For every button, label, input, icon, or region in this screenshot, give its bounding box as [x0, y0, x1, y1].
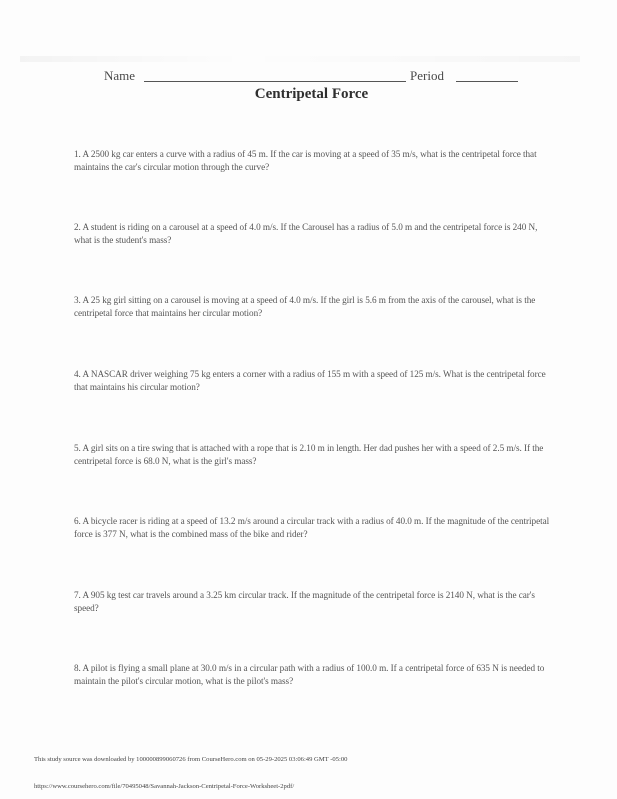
name-period-header [104, 68, 534, 88]
worksheet-title: Centripetal Force [254, 86, 369, 102]
question-8: 8. A pilot is flying a small plane at 30.0 m/s in a circular path with a radius of 100.0 m. If a centripetal force of 635 N is needed to maintain the pilot's circular motion, what is the pilot's mass? [74, 663, 545, 686]
source-url-line: https://www.coursehero.com/file/70495048/Savannah-Jackson-Centripetal-Force-Worksheet-2pdf/ [34, 783, 295, 790]
name-blank-line [144, 81, 406, 82]
question-6: 6. A bicycle racer is riding at a speed of 13.2 m/s around a circular track with a radius of 40.0 m. If the magnitude of the centripetal force is 377 N, what is the combined mass of the bike and rider? [74, 516, 550, 539]
scan-artifact [20, 56, 580, 62]
question-1: 1. A 2500 kg car enters a curve with a radius of 45 m. If the car is moving at a speed of 35 m/s, what is the centripetal force that maintains the car's circular motion through the curve? [74, 149, 537, 172]
download-source-line: This study source was downloaded by 100000899060726 from CourseHero.com on 05-29-2025 03:06:49 GMT -05:00 [34, 756, 348, 763]
question-3: 3. A 25 kg girl sitting on a carousel is moving at a speed of 4.0 m/s. If the girl is 5.6 m from the axis of the carousel, what is the centripetal force that maintains her circular motion? [74, 295, 536, 318]
question-5: 5. A girl sits on a tire swing that is attached with a rope that is 2.10 m in length. Her dad pushes her with a speed of 2.5 m/s. If the centripetal force is 68.0 N, what is the girl's mass? [74, 443, 544, 466]
question-2: 2. A student is riding on a carousel at a speed of 4.0 m/s. If the Carousel has a radius of 5.0 m and the centripetal force is 240 N, what is the student's mass? [74, 222, 538, 245]
period-label: Period [410, 68, 444, 83]
question-4: 4. A NASCAR driver weighing 75 kg enters a corner with a radius of 155 m with a speed of 125 m/s. What is the centripetal force that maintains his circular motion? [74, 369, 546, 392]
name-label: Name [104, 68, 136, 83]
period-blank-line [456, 81, 518, 82]
question-7: 7. A 905 kg test car travels around a 3.25 km circular track. If the magnitude of the centripetal force is 2140 N, what is the car's speed? [74, 590, 535, 613]
